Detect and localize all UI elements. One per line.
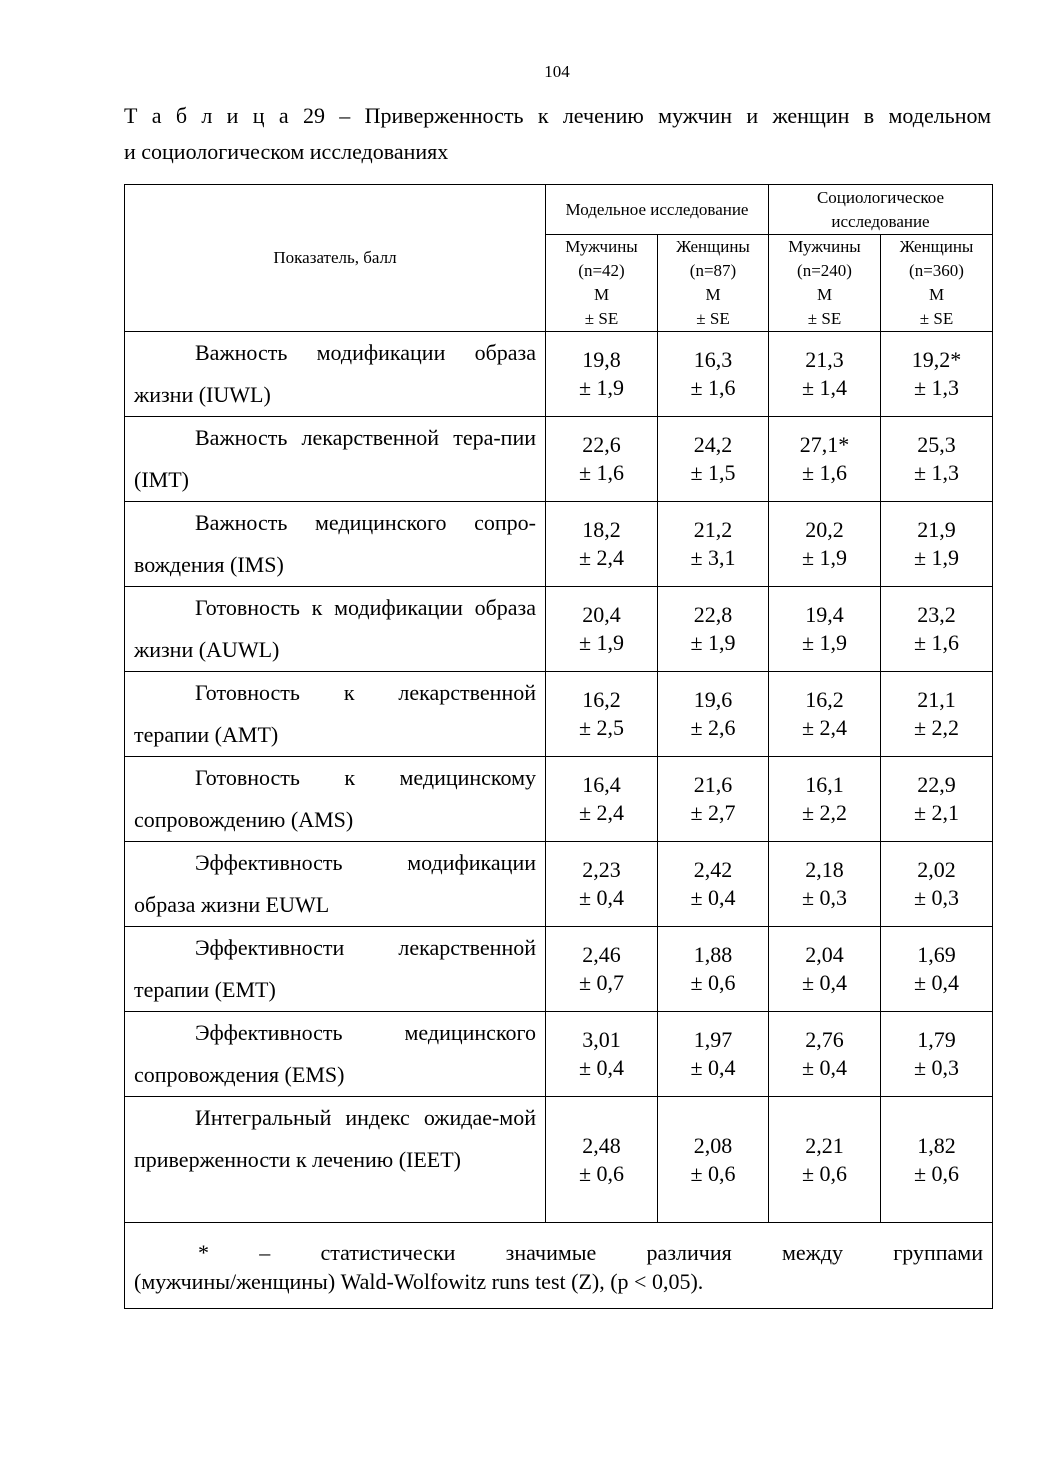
column-header-n: (n=240): [797, 261, 852, 280]
column-header-n: (n=42): [578, 261, 625, 280]
column-header-m: M: [816, 285, 833, 304]
table-row: [125, 1012, 993, 1097]
value-cell: [546, 502, 658, 587]
column-header-n: (n=360): [909, 261, 964, 280]
se-value: ± 2,4: [801, 715, 848, 740]
se-value: ± 2,2: [913, 715, 960, 740]
adherence-table: [124, 184, 993, 1309]
footnote-line-2: (мужчины/женщины) Wald-Wolfowitz runs test (Z), (p < 0,05).: [134, 1269, 704, 1294]
value-cell: [769, 927, 881, 1012]
se-value: ± 1,6: [690, 375, 736, 400]
se-value: ± 0,7: [578, 970, 625, 995]
caption-line-2: и социологическом исследованиях: [124, 139, 449, 164]
value-cell: [881, 927, 993, 1012]
table-row: [125, 672, 993, 757]
value-cell: [881, 417, 993, 502]
value-cell: [658, 502, 769, 587]
table-caption: [124, 98, 991, 170]
se-value: ± 1,5: [690, 460, 736, 485]
mean-value: 2,18: [805, 857, 844, 882]
se-value: ± 0,6: [690, 970, 736, 995]
se-value: ± 1,4: [801, 375, 848, 400]
mean-value: 21,2: [693, 517, 733, 542]
value-cell: [881, 1012, 993, 1097]
se-value: ± 1,9: [913, 545, 960, 570]
indicator-label-text: Важность медицинского сопро-вождения (IMS): [134, 510, 536, 577]
mean-value: 22,6: [582, 432, 621, 457]
value-cell: [658, 757, 769, 842]
mean-value: 27,1*: [799, 432, 850, 457]
group-header-sociological: Социологическое исследование: [769, 185, 993, 235]
se-value: ± 1,9: [801, 630, 848, 655]
value-cell: [769, 672, 881, 757]
table-footnote: [125, 1223, 993, 1309]
se-value: ± 2,5: [578, 715, 625, 740]
table-row: [125, 502, 993, 587]
mean-value: 1,79: [917, 1027, 956, 1052]
table-row: [125, 927, 993, 1012]
value-cell: [769, 332, 881, 417]
column-header-se: ± SE: [696, 309, 730, 328]
mean-value: 16,2: [805, 687, 844, 712]
value-cell: [769, 502, 881, 587]
se-value: ± 0,4: [690, 1055, 736, 1080]
indicator-label: [125, 332, 546, 417]
mean-value: 20,4: [582, 602, 621, 627]
indicator-label-text: Готовность к лекарственной терапии (AMT): [134, 680, 536, 747]
se-value: ± 1,9: [578, 375, 625, 400]
indicator-label: [125, 417, 546, 502]
indicator-label-text: Эффективности лекарственной терапии (EMT): [134, 935, 536, 1002]
mean-value: 1,82: [917, 1132, 956, 1158]
caption-line-1: Т а б л и ц а 29 – Приверженность к лечению мужчин и женщин в модельном: [124, 103, 991, 128]
value-cell: [769, 842, 881, 927]
indicator-label: [125, 842, 546, 927]
mean-value: 18,2: [582, 517, 621, 542]
indicator-label: [125, 587, 546, 672]
se-value: ± 2,2: [801, 800, 848, 825]
se-value: ± 0,6: [913, 1160, 960, 1186]
value-cell: [658, 417, 769, 502]
value-cell: [881, 842, 993, 927]
mean-value: 1,69: [917, 942, 956, 967]
indicator-label: [125, 1012, 546, 1097]
se-value: ± 0,4: [578, 1055, 625, 1080]
se-value: ± 3,1: [690, 545, 736, 570]
mean-value: 3,01: [582, 1027, 621, 1052]
mean-value: 20,2: [805, 517, 844, 542]
column-header-sex: Женщины: [899, 237, 974, 256]
value-cell: [769, 417, 881, 502]
value-cell: [881, 502, 993, 587]
value-cell: [658, 842, 769, 927]
se-value: ± 0,3: [913, 885, 960, 910]
value-cell: [546, 927, 658, 1012]
mean-value: 24,2: [693, 432, 733, 457]
page-number: 104: [544, 62, 570, 81]
column-header-m: M: [928, 285, 945, 304]
se-value: ± 0,6: [578, 1160, 625, 1186]
se-value: ± 1,9: [801, 545, 848, 570]
column-header: [546, 235, 658, 332]
mean-value: 19,8: [582, 347, 621, 372]
indicator-label-text: Эффективность медицинского сопровождения (EMS): [134, 1020, 536, 1087]
se-value: ± 1,6: [913, 630, 960, 655]
mean-value: 19,2*: [911, 347, 962, 372]
mean-value: 2,48: [582, 1132, 621, 1158]
se-value: ± 0,4: [578, 885, 625, 910]
table-row: [125, 417, 993, 502]
value-cell: [881, 332, 993, 417]
mean-value: 22,8: [693, 602, 733, 627]
mean-value: 2,46: [582, 942, 621, 967]
mean-value: 16,3: [693, 347, 733, 372]
value-cell: [769, 587, 881, 672]
mean-value: 21,6: [693, 772, 733, 797]
column-header-se: ± SE: [919, 309, 954, 328]
column-header-sex: Женщины: [676, 237, 750, 256]
indicator-label: [125, 1097, 546, 1223]
column-header: [769, 235, 881, 332]
mean-value: 21,3: [805, 347, 844, 372]
column-header: [658, 235, 769, 332]
value-cell: [881, 1097, 993, 1223]
value-cell: [881, 672, 993, 757]
se-value: ± 0,6: [801, 1160, 848, 1186]
value-cell: [658, 927, 769, 1012]
se-value: ± 1,6: [578, 460, 625, 485]
footnote-line-1: * – статистически значимые различия между группами: [198, 1240, 983, 1265]
value-cell: [546, 332, 658, 417]
mean-value: 2,76: [805, 1027, 844, 1052]
value-cell: [658, 587, 769, 672]
se-value: ± 0,6: [690, 1160, 736, 1186]
se-value: ± 2,7: [690, 800, 736, 825]
indicator-label: [125, 757, 546, 842]
indicator-label-text: Интегральный индекс ожидае-мой приверженности к лечению (IEET): [134, 1105, 536, 1172]
se-value: ± 1,6: [801, 460, 848, 485]
se-value: ± 1,9: [690, 630, 736, 655]
value-cell: [658, 1097, 769, 1223]
se-value: ± 1,9: [578, 630, 625, 655]
se-value: ± 2,4: [578, 800, 625, 825]
se-value: ± 1,3: [913, 375, 960, 400]
value-cell: [881, 757, 993, 842]
indicator-header: Показатель, балл: [125, 185, 546, 332]
se-value: ± 0,3: [801, 885, 848, 910]
se-value: ± 2,4: [578, 545, 625, 570]
value-cell: [658, 332, 769, 417]
column-header-se: ± SE: [807, 309, 842, 328]
se-value: ± 0,4: [801, 970, 848, 995]
mean-value: 2,21: [805, 1132, 844, 1158]
table-row: [125, 757, 993, 842]
table-row: [125, 332, 993, 417]
mean-value: 22,9: [917, 772, 956, 797]
value-cell: [546, 1012, 658, 1097]
mean-value: 2,04: [805, 942, 844, 967]
table-row: [125, 1097, 993, 1223]
table-row: [125, 587, 993, 672]
value-cell: [546, 587, 658, 672]
mean-value: 25,3: [917, 432, 956, 457]
se-value: ± 0,3: [913, 1055, 960, 1080]
indicator-label: [125, 672, 546, 757]
se-value: ± 2,6: [690, 715, 736, 740]
column-header-sex: Мужчины: [788, 237, 861, 256]
mean-value: 21,1: [917, 687, 956, 712]
indicator-label-text: Важность лекарственной тера-пии (IMT): [134, 425, 536, 492]
se-value: ± 0,4: [913, 970, 960, 995]
indicator-label-text: Эффективность модификации образа жизни EUWL: [134, 850, 536, 917]
mean-value: 16,4: [582, 772, 621, 797]
value-cell: [546, 672, 658, 757]
column-header-sex: Мужчины: [565, 237, 638, 256]
group-header-model: Модельное исследование: [546, 185, 769, 235]
indicator-label: [125, 502, 546, 587]
mean-value: 16,2: [582, 687, 621, 712]
value-cell: [546, 417, 658, 502]
indicator-label-text: Готовность к модификации образа жизни (AUWL): [134, 595, 536, 662]
value-cell: [658, 672, 769, 757]
se-value: ± 0,4: [801, 1055, 848, 1080]
se-value: ± 1,3: [913, 460, 960, 485]
indicator-label-text: Готовность к медицинскому сопровождению (AMS): [134, 765, 536, 832]
indicator-label: [125, 927, 546, 1012]
se-value: ± 0,4: [690, 885, 736, 910]
value-cell: [546, 1097, 658, 1223]
value-cell: [546, 757, 658, 842]
column-header-m: M: [705, 285, 721, 304]
mean-value: 21,9: [917, 517, 956, 542]
mean-value: 19,6: [693, 687, 733, 712]
table-row: [125, 842, 993, 927]
column-header: [881, 235, 993, 332]
mean-value: 19,4: [805, 602, 844, 627]
value-cell: [769, 1097, 881, 1223]
indicator-label-text: Важность модификации образа жизни (IUWL): [134, 340, 536, 407]
mean-value: 2,42: [693, 857, 733, 882]
column-header-m: M: [593, 285, 610, 304]
mean-value: 2,02: [917, 857, 956, 882]
value-cell: [769, 757, 881, 842]
mean-value: 2,23: [582, 857, 621, 882]
column-header-se: ± SE: [584, 309, 619, 328]
mean-value: 1,88: [693, 942, 733, 967]
mean-value: 23,2: [917, 602, 956, 627]
column-header-n: (n=87): [689, 261, 737, 280]
value-cell: [881, 587, 993, 672]
value-cell: [658, 1012, 769, 1097]
mean-value: 16,1: [805, 772, 844, 797]
value-cell: [546, 842, 658, 927]
se-value: ± 2,1: [913, 800, 960, 825]
mean-value: 2,08: [693, 1132, 733, 1158]
value-cell: [769, 1012, 881, 1097]
mean-value: 1,97: [693, 1027, 733, 1052]
